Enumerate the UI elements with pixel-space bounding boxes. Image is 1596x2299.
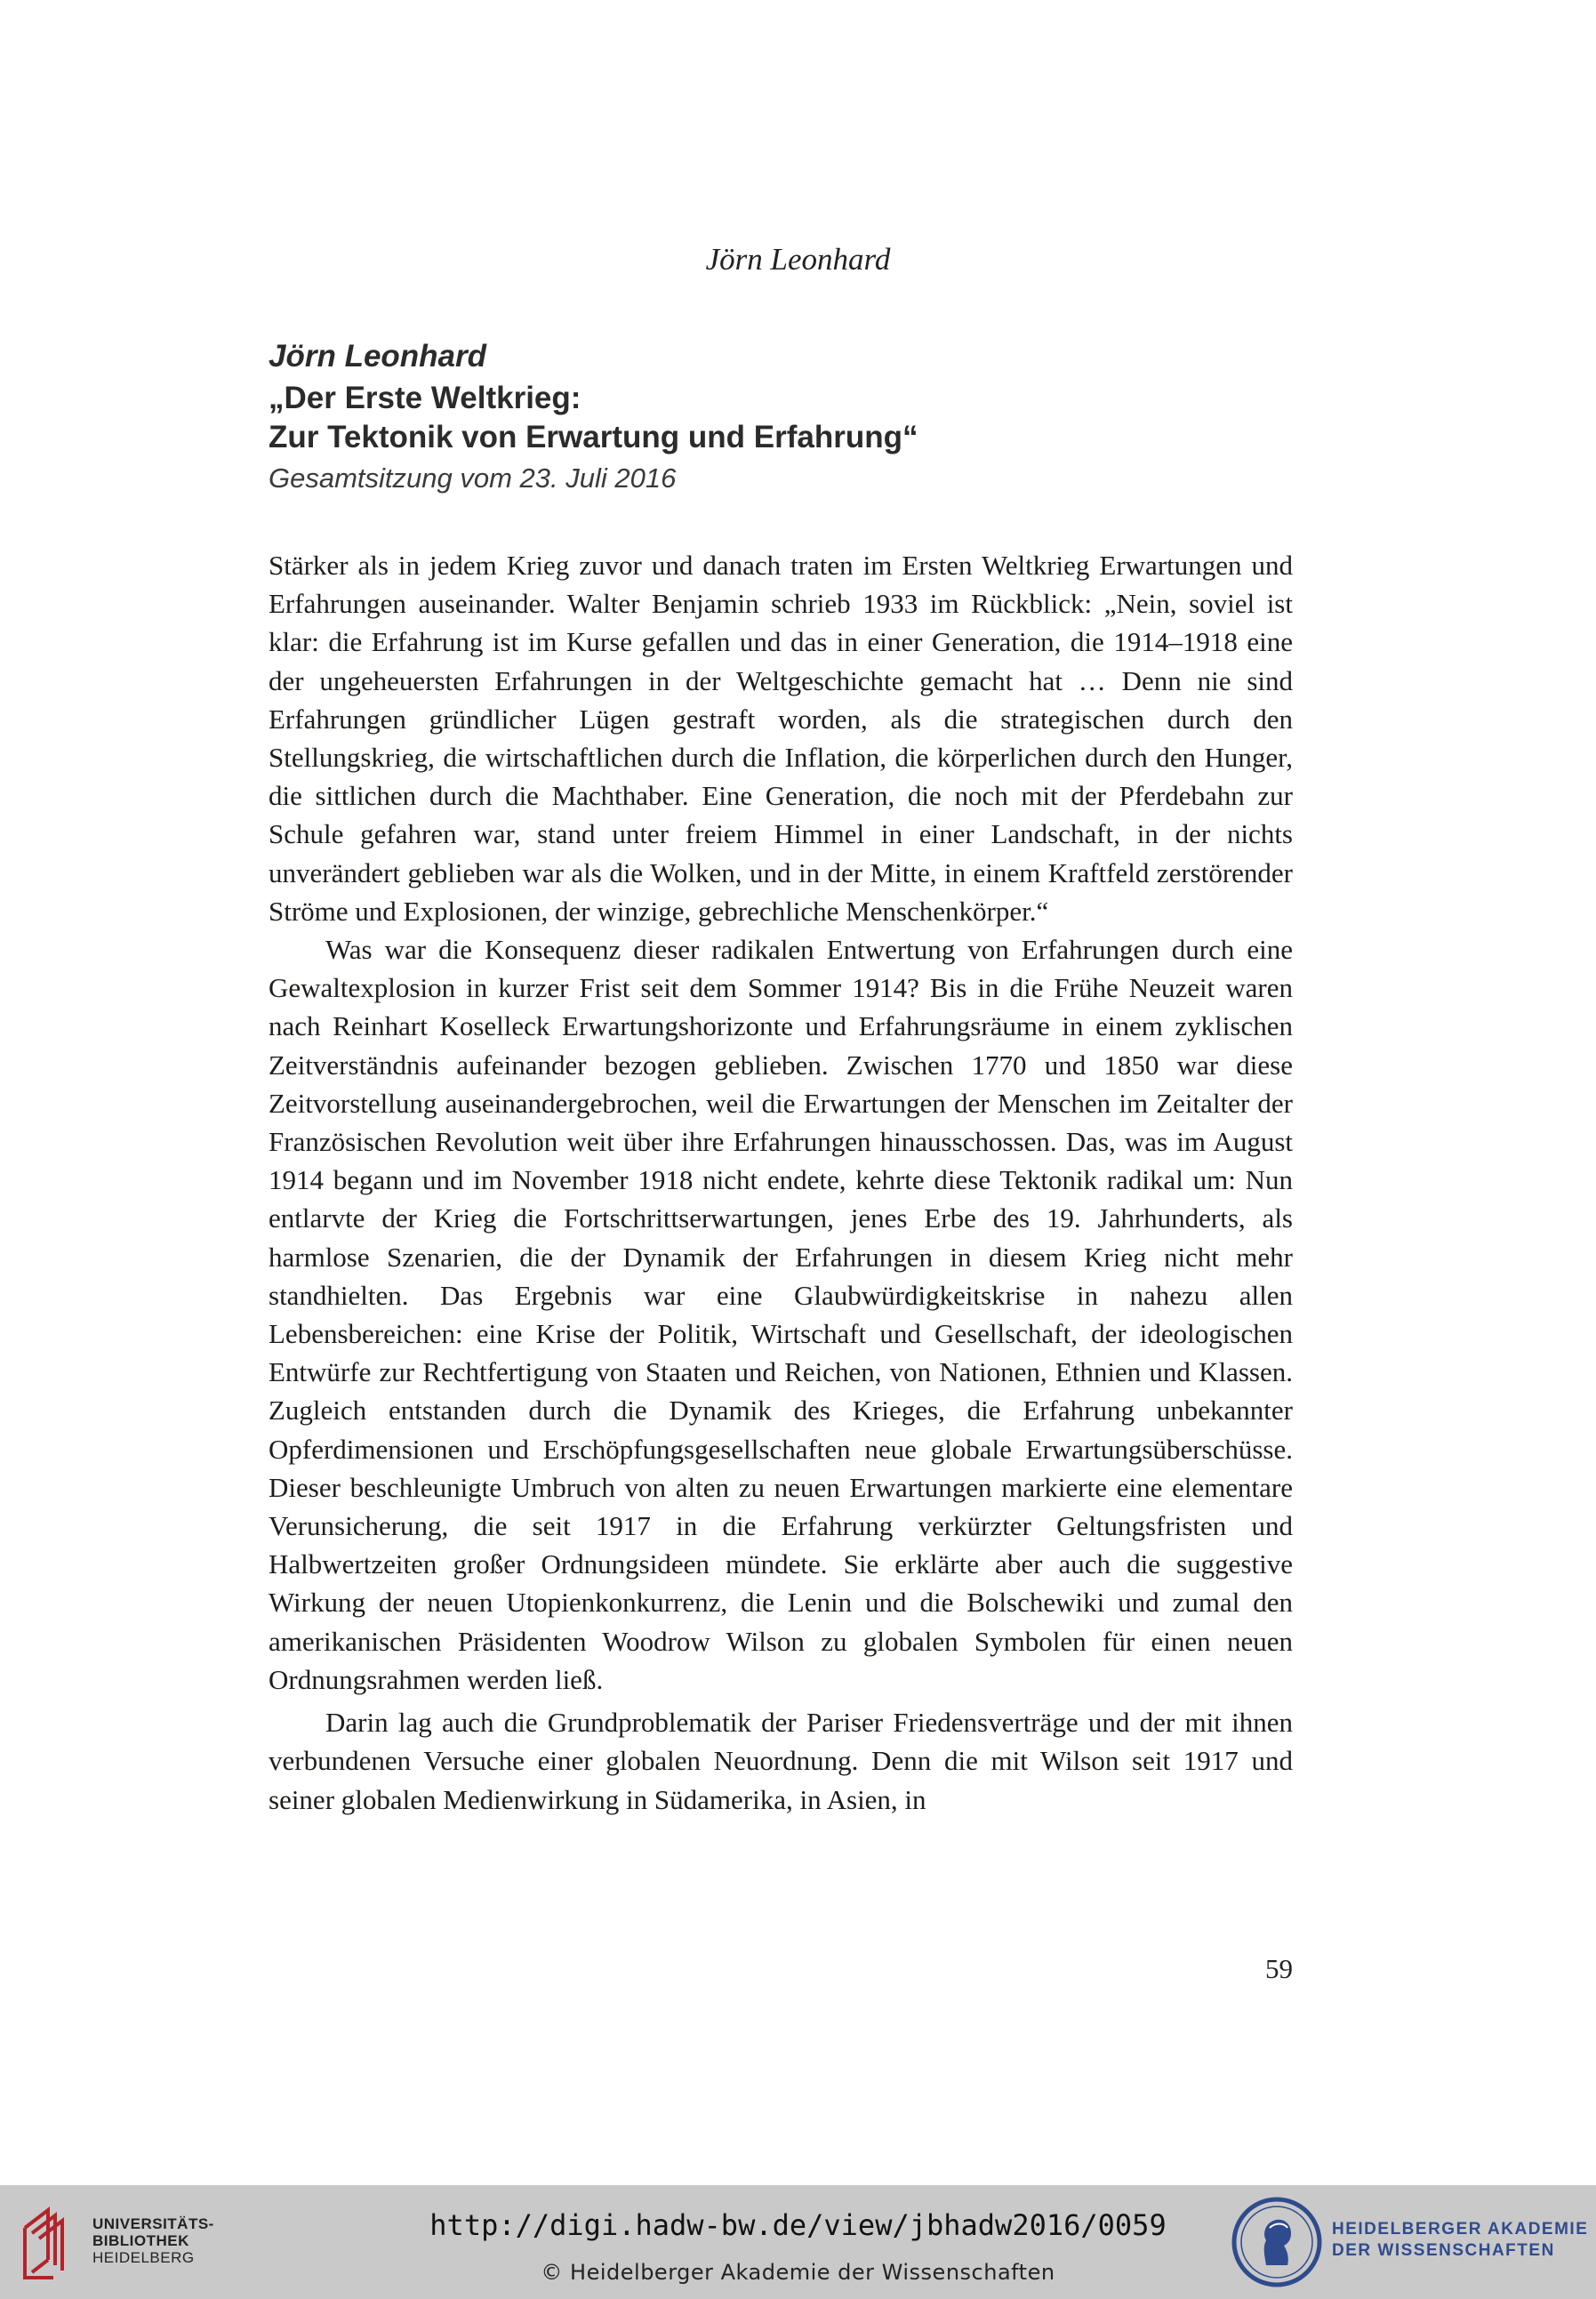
page-number: 59 [1265, 1953, 1293, 1984]
academy-name-line-2: DER WISSENSCHAFTEN [1332, 2241, 1555, 2260]
paragraph: Was war die Konsequenz dieser radikalen Entwertung von Erfahrungen durch eine Gewaltexplosion in kurzer Frist seit dem Sommer 1914? Bis in die Frühe Neuzeit waren nach Reinhart Koselleck Erwartungshorizonte und Erfahrungsräume in einem zyklischen Zeitverständnis aufeinander bezogen geblieben. Zwischen 1770 und 1850 war diese Zeitvorstellung auseinandergebrochen, weil die Erwartungen der Menschen im Zeitalter der Französischen Revolution weit über ihre Erfahrungen hinausschossen. Das, was im August 1914 begann und im November 1918 nicht endete, kehrte diese Tektonik radikal um: Nun entlarvte der Krieg die Fortschrittserwartungen, jenes Erbe des 19. Jahrhunderts, als harmlose Szenarien, die der Dynamik der Erfahrungen in diesem Krieg nicht mehr standhielten. Das Ergebnis war eine Glaubwürdigkeitskrise in nahezu allen Lebensbereichen: eine Krise der Politik, Wirtschaft und Gesellschaft, der ideologischen Entwürfe zur Rechtfertigung von Staaten und Reichen, von Nationen, Ethnien und Klassen. Zugleich entstanden durch die Dynamik des Krieges, die Erfahrung unbekannter Opferdimensionen und Erschöpfungsgesellschaften neue globale Erwartungsüberschüsse. Dieser beschleunigte Umbruch von alten zu neuen Erwartungen markierte eine elementare Verunsicherung, die seit 1917 in die Erfahrung verkürzter Geltungsfristen und Halbwertzeiten großer Ordnungsideen mündete. Sie erklärte aber auch die suggestive Wirkung der neuen Utopienkonkurrenz, die Lenin und die Bolschewiki und zumal den amerikanischen Präsidenten Woodrow Wilson zu globalen Symbolen für einen neuen Ordnungsrahmen werden ließ. [269, 934, 1293, 1695]
running-head: Jörn Leonhard [705, 242, 891, 277]
article-title-line-1: „Der Erste Weltkrieg: [269, 381, 581, 415]
article-title [269, 379, 1335, 457]
body-text [269, 546, 1293, 1819]
academy-name [1332, 2219, 1588, 2262]
paragraph: Darin lag auch die Grundproblematik der Pariser Friedensverträge und der mit ihnen verbundenen Versuche einer globalen Neuordnung. Denn die mit Wilson seit 1917 und seiner globalen Medienwirkung in Südamerika, in Asien, in [269, 1707, 1293, 1815]
article-heading [269, 336, 1335, 498]
permalink-url[interactable]: http://digi.hadw-bw.de/view/jbhadw2016/0059 [429, 2208, 1167, 2242]
article-title-line-2: Zur Tektonik von Erwartung und Erfahrung“ [269, 420, 918, 454]
library-name-line-1: UNIVERSITÄTS- [92, 2215, 214, 2232]
footer-band [0, 2185, 1596, 2299]
academy-name-line-1: HEIDELBERGER AKADEMIE [1332, 2220, 1589, 2239]
paragraph: Stärker als in jedem Krieg zuvor und danach traten im Ersten Weltkrieg Erwartungen und Erfahrungen auseinander. Walter Benjamin schrieb 1933 im Rückblick: „Nein, soviel ist klar: die Erfahrung ist im Kurse gefallen und das in einer Generation, die 1914–1918 eine der ungeheuersten Erfahrungen in der Weltgeschichte gemacht hat … Denn nie sind Erfahrungen gründlicher Lügen gestraft worden, als die strategischen durch den Stellungskrieg, die wirtschaftlichen durch die Inflation, die körperlichen durch den Hunger, die sittlichen durch die Machthaber. Eine Generation, die noch mit der Pferdebahn zur Schule gefahren war, stand unter freiem Himmel in einer Landschaft, in der nichts unverändert geblieben war als die Wolken, und in der Mitte, in einem Kraftfeld zerstörender Ströme und Explosionen, der winzige, gebrechliche Menschenkörper.“ [269, 550, 1293, 927]
academy-seal-icon[interactable] [1231, 2196, 1323, 2288]
library-name-line-2: BIBLIOTHEK [92, 2232, 189, 2249]
article-author: Jörn Leonhard [269, 339, 487, 374]
library-name-line-3: HEIDELBERG [92, 2249, 195, 2266]
copyright-notice: © Heidelberger Akademie der Wissenschaften [541, 2260, 1055, 2285]
session-date: Gesamtsitzung vom 23. Juli 2016 [269, 462, 677, 494]
